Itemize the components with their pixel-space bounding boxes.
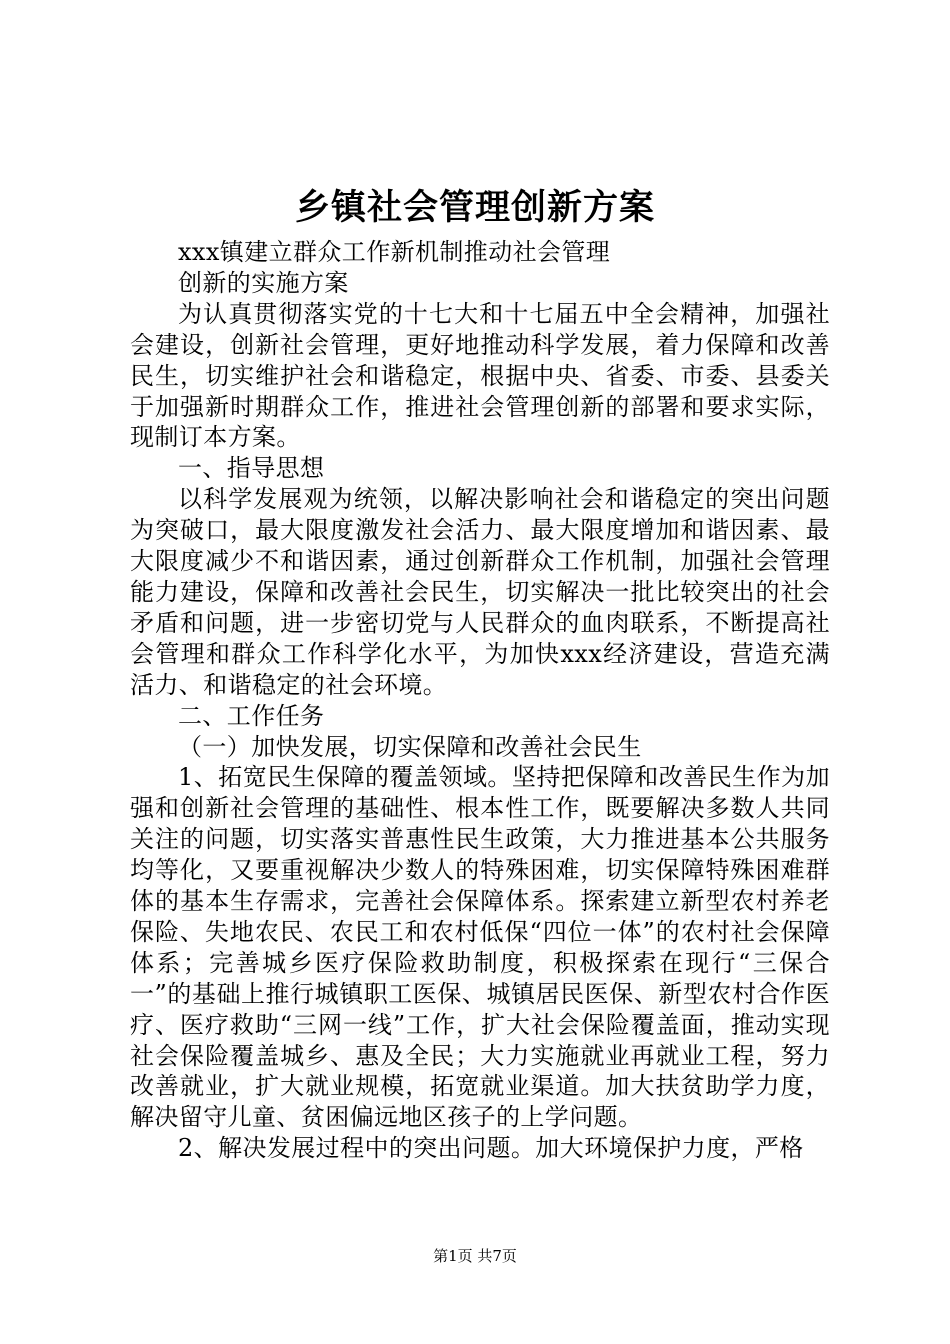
paragraph-item-1: 1、拓宽民生保障的覆盖领域。坚持把保障和改善民生作为加强和创新社会管理的基础性、根本性工作，既要解决多数人共同关注的问题，切实落实普惠性民生政策，大力推进基本公共服务均等化，又要重视解决少数人的特殊困难，切实保障特殊困难群体的基本生存需求，完善社会保障体系。探索建立新型农村养老保险、失地农民、农民工和农村低保“四位一体”的农村社会保障体系；完善城乡医疗保险救助制度，积极探索在现行“三保合一”的基础上推行城镇职工医保、城镇居民医保、新型农村合作医疗、医疗救助“三网一线”工作，扩大社会保险覆盖面，推动实现社会保险覆盖城乡、惠及全民；大力实施就业再就业工程，努力改善就业，扩大就业规模，拓宽就业渠道。加大扶贫助学力度，解决留守儿童、贫困偏远地区孩子的上学问题。 (130, 763, 830, 1132)
subtitle-line-2: 创新的实施方案 (178, 268, 349, 297)
subtitle-line-1: xxx镇建立群众工作新机制推动社会管理 (178, 238, 611, 266)
paragraph-intro: 为认真贯彻落实党的十七大和十七届五中全会精神，加强社会建设，创新社会管理，更好地推动科学发展，着力保障和改善民生，切实维护社会和谐稳定，根据中央、省委、市委、县委关于加强新时期群众工作，推进社会管理创新的部署和要求实际，现制订本方案。 (130, 299, 830, 452)
section-heading-work-tasks: 二、工作任务 (178, 701, 325, 730)
paragraph-guiding-thought: 以科学发展观为统领，以解决影响社会和谐稳定的突出问题为突破口，最大限度激发社会活力、最大限度增加和谐因素、最大限度减少不和谐因素，通过创新群众工作机制，加强社会管理能力建设，保障和改善社会民生，切实解决一批比较突出的社会矛盾和问题，进一步密切党与人民群众的血肉联系，不断提高社会管理和群众工作科学化水平，为加快xxx经济建设，营造充满活力、和谐稳定的社会环境。 (130, 485, 830, 699)
document-title: 乡镇社会管理创新方案 (294, 187, 655, 228)
section-heading-guiding-thought: 一、指导思想 (178, 454, 325, 483)
page-footer: 第1页 共7页 (433, 1247, 517, 1265)
document-body (130, 237, 830, 1164)
paragraph-item-2: 2、解决发展过程中的突出问题。加大环境保护力度，严格 (178, 1134, 804, 1163)
subsection-heading-1: （一）加快发展，切实保障和改善社会民生 (178, 732, 642, 761)
